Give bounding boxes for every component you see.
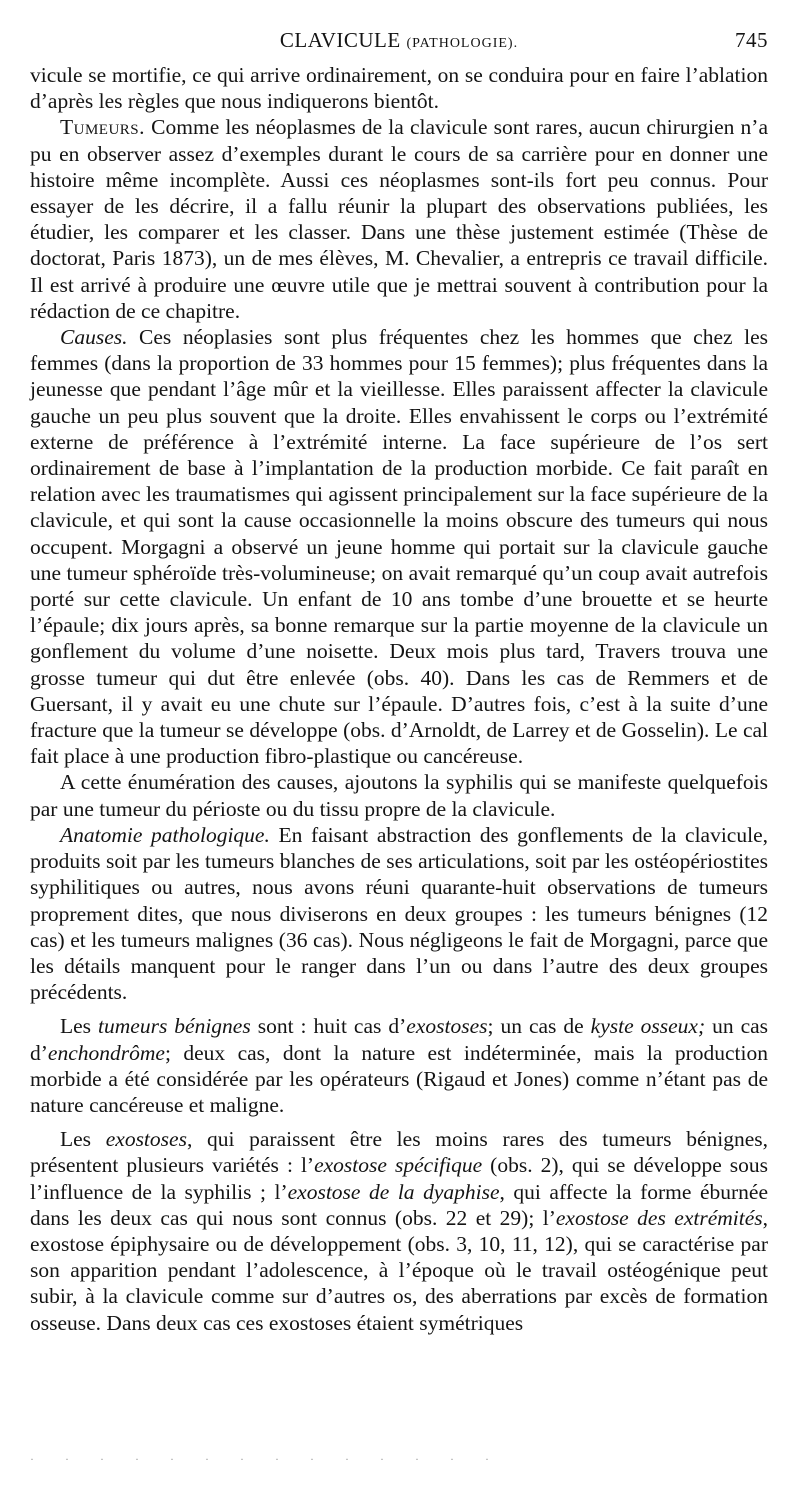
italic-term: enchondrôme	[47, 1040, 165, 1065]
body-text	[30, 62, 768, 1336]
running-title-subtitle: (PATHOLOGIE).	[406, 36, 519, 51]
italic-term: exostose spécifique	[314, 1153, 483, 1178]
text-run: , qui affecte la forme éburnée dans les deux cas qui nous sont connus (obs. 22 et 29); l’	[30, 1179, 769, 1230]
paragraph-text: En faisant abstraction des gonflements de la clavicule, produits soit par les tumeurs blanches de ses articulations, soit par les ostéopériostites syphilitiques ou autres, nous avons réuni quarante-huit observations de tumeurs proprement dites, que nous diviserons en deux groupes : les tumeurs bénignes (12 cas) et les tumeurs malignes (36 cas). Nous négligeons le fait de Morgagni, parce que les détails manquent pour le ranger dans l’un ou dans l’autre des deux groupes précédents.	[30, 822, 768, 1005]
text-run: Les	[60, 1127, 106, 1152]
italic-term: kyste osseux;	[590, 1014, 706, 1039]
paragraph	[30, 62, 768, 114]
italic-term: exostoses	[105, 1127, 187, 1152]
paragraph-text: A cette énumération des causes, ajoutons la syphilis qui se manifeste quelquefois par une tumeur du périoste ou du tissu propre de la clavicule.	[30, 770, 768, 821]
text-run: un cas d’	[30, 1014, 769, 1065]
paragraph	[30, 114, 768, 324]
italic-term: exostoses	[406, 1014, 488, 1039]
paragraph	[30, 769, 768, 821]
paragraph-lead: Causes.	[60, 325, 128, 350]
italic-term: tumeurs bénignes	[98, 1014, 251, 1039]
paragraph	[30, 822, 768, 1005]
page-number: 745	[735, 28, 768, 52]
paragraph-lead: Anatomie pathologique.	[60, 822, 270, 847]
paragraph-text: Comme les néoplasmes de la clavicule sont rares, aucun chirurgien n’a pu en observer assez d’exemples durant le cours de sa carrière pour en donner une histoire même incomplète. Aussi ces néoplasmes sont-ils fort peu connus. Pour essayer de les décrire, il a fallu réunir la plupart des observations publiées, les étudier, les comparer et les classer. Dans une thèse justement estimée (Thèse de doctorat, Paris 1873), un de mes élèves, M. Chevalier, a entrepris ce travail difficile. Il est arrivé à produire une œuvre utile que je mettrai souvent à contribution pour la rédaction de ce chapitre.	[30, 115, 768, 323]
running-header	[30, 28, 768, 62]
italic-term: exostose des extrémités	[555, 1205, 763, 1230]
text-run: sont : huit cas d’	[250, 1014, 407, 1039]
text-run: , qui paraissent être les moins rares des tumeurs bénignes, présentent plusieurs variétés : l’	[30, 1127, 769, 1178]
text-run: ; un cas de	[487, 1014, 591, 1039]
text-run: (obs. 2), qui se développe sous l’influence de la syphilis ; l’	[30, 1153, 768, 1204]
italic-term: exostose de la dyaphise	[287, 1179, 500, 1204]
running-title-main: CLAVICULE	[279, 28, 401, 52]
paragraph-text: Ces néoplasies sont plus fréquentes chez les hommes que chez les femmes (dans la proportion de 33 hommes pour 15 femmes); plus fréquentes dans la jeunesse que pendant l’âge mûr et la vieillesse. Elles paraissent affecter la clavicule gauche un peu plus souvent que la droite. Elles envahissent le corps ou l’extrémité externe de préférence à l’extrémité interne. La face supérieure de l’os sert ordinairement de base à l’implantation de la production morbide. Ce fait paraît en relation avec les traumatismes qui agissent principalement sur la face supérieure de la clavicule, et qui sont la cause occasionnelle la moins obscure des tumeurs qui nous occupent. Morgagni a observé un jeune homme qui portait sur la clavicule gauche une tumeur sphéroïde très-volumineuse; on avait remarqué qu’un coup avait autrefois porté sur cette clavicule. Un enfant de 10 ans tombe d’une brouette et se heurte l’épaule; dix jours après, sa bonne remarque sur la partie moyenne de la clavicule un gonflement du volume d’une noisette. Deux mois plus tard, Travers trouva une grosse tumeur qui dut être enlevée (obs. 40). Dans les cas de Remmers et de Guersant, il y avait eu une chute sur l’épaule. D’autres fois, c’est à la suite d’une fracture que la tumeur se développe (obs. d’Arnoldt, de Larrey et de Gosselin). Le cal fait place à une production fibro-plastique ou cancéreuse.	[30, 325, 768, 769]
paragraph	[30, 1126, 768, 1336]
text-run: ; deux cas, dont la nature est indéterminée, mais la production morbide a été considérée par les opérateurs (Rigaud et Jones) comme n’étant pas de nature cancéreuse et maligne.	[30, 1040, 768, 1117]
paragraph-lead: Tumeurs.	[60, 115, 146, 140]
text-run: , exostose épiphysaire ou de développement (obs. 3, 10, 11, 12), qui se caractérise par son apparition pendant l’adolescence, à l’époque où le travail ostéogénique peut subir, à la clavicule comme sur d’autres os, des aberrations par excès de formation osseuse. Dans deux cas ces exostoses étaient symétriques	[30, 1205, 768, 1335]
text-run: Les	[60, 1014, 99, 1039]
paragraph	[30, 1013, 768, 1118]
paragraph-text: vicule se mortifie, ce qui arrive ordinairement, on se conduira pour en faire l’ablation d’après les règles que nous indiquerons bientôt.	[30, 63, 768, 114]
paragraph	[30, 324, 768, 769]
document-page	[30, 28, 768, 1336]
running-title	[30, 28, 768, 53]
footer-print-marks: · · · · · · · · · · · · · ·	[30, 1452, 503, 1462]
